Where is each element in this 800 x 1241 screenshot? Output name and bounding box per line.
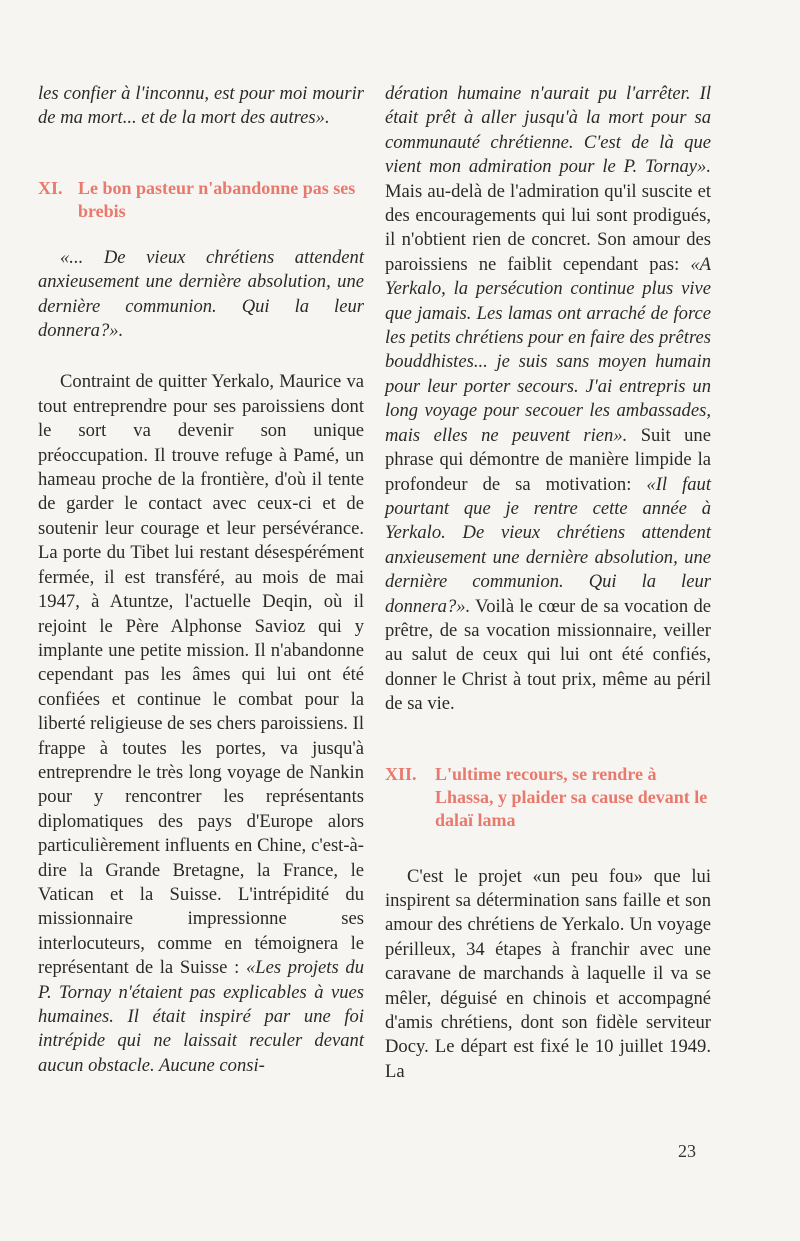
body-paragraph [385, 82, 711, 717]
quote-text: dération humaine n'aurait pu l'arrêter. Il était prêt à aller jusqu'à la mort pour sa communauté chrétienne. C'est de là que vient mon admiration pour le P. Tornay». [385, 83, 711, 178]
right-column [385, 82, 711, 1084]
quote-text: «... De vieux chrétiens attendent anxieusement une dernière absolution, une dernière communion. Qui la leur donnera?». [38, 246, 364, 342]
body-text: C'est le projet «un peu fou» que lui inspirent sa détermination sans faille et son amour des chrétiens de Yerkalo. Un voyage périlleux, 34 étapes à franchir avec une caravane de marchands à laquelle il va se mêler, déguisé en chinois et accompagné d'amis chrétiens, dont son fidèle serviteur Docy. Le départ est fixé le 10 juillet 1949. La [385, 865, 711, 1082]
section-heading-xi [38, 177, 364, 223]
page-number: 23 [678, 1141, 696, 1161]
quote-text: «Il faut pourtant que je rentre cette année à Yerkalo. De vieux chrétiens attendent anxieusement une dernière absolution, une dernière communion. Qui la leur donnera?». [385, 473, 711, 617]
body-text: Contraint de quitter Yerkalo, Maurice va tout entreprendre pour ses paroissiens dont le sort va devenir son unique préoccupation. Il trouve refuge à Pamé, un hameau proche de la frontière, d'où il tente de garder le contact avec ceux-ci et de soutenir leur courage et leur persévérance. La porte du Tibet lui restant désespérément fermée, il est transféré, au mois de mai 1947, à Atuntze, l'actuelle Deqin, où il rejoint le Père Alphonse Savioz qui y implante une petite mission. Il n'abandonne cependant pas les âmes qui lui ont été confiées et continue le combat pour la liberté religieuse de ses chers paroissiens. Il frappe à toutes les portes, va jusqu'à entreprendre le très long voyage de Nankin pour y rencontrer les représentants diplomatiques des pays d'Europe alors particulièrement influents en Chine, c'est-à-dire la Grande Bretagne, la France, le Vatican et la Suisse. L'intrépidité du missionnaire impressionne ses interlocuteurs, comme en témoignera le représentant de la Suisse : [38, 371, 364, 979]
body-paragraph [385, 865, 711, 1085]
body-paragraph [38, 370, 364, 1078]
section-number: XI. [38, 177, 63, 198]
body-text: Voilà le cœur de sa vocation de prêtre, de sa vocation missionnaire, veiller au salut de ceux qui lui ont été confiés, donner le Christ à tout prix, même au péril de sa vie. [385, 595, 711, 715]
epigraph-quote [38, 246, 364, 344]
section-number: XII. [385, 763, 417, 784]
quote-text: les confier à l'inconnu, est pour moi mourir de ma mort... et de la mort des autres». [38, 83, 364, 129]
quote-text: «A Yerkalo, la persécution continue plus vive que jamais. Les lamas ont arraché de force les petits chrétiens pour en faire des prêtres bouddhistes... je suis sans moyen humain pour leur porter secours. J'ai entrepris un long voyage pour secouer les ambassades, mais elles ne peuvent rien». [385, 253, 711, 446]
paragraph-continuation [38, 82, 364, 131]
section-heading-xii [385, 763, 711, 832]
left-column [38, 82, 364, 1078]
section-title: L'ultime recours, se rendre à Lhassa, y plaider sa cause devant le dalaï lama [435, 763, 708, 830]
quote-text: «Les projets du P. Tornay n'étaient pas explicables à vues humaines. Il était inspiré par une foi intrépide qui ne laissait reculer devant aucun obstacle. Aucune consi- [38, 957, 364, 1076]
body-text: Suit une phrase qui démontre de manière limpide la profondeur de sa motivation: [385, 424, 711, 495]
section-title: Le bon pasteur n'abandonne pas ses brebis [78, 177, 356, 221]
body-text: Mais au-delà de l'admiration qu'il suscite et des encouragements qui lui sont prodigués, il n'obtient rien de concret. Son amour des paroissiens ne faiblit cependant pas: [385, 180, 711, 275]
